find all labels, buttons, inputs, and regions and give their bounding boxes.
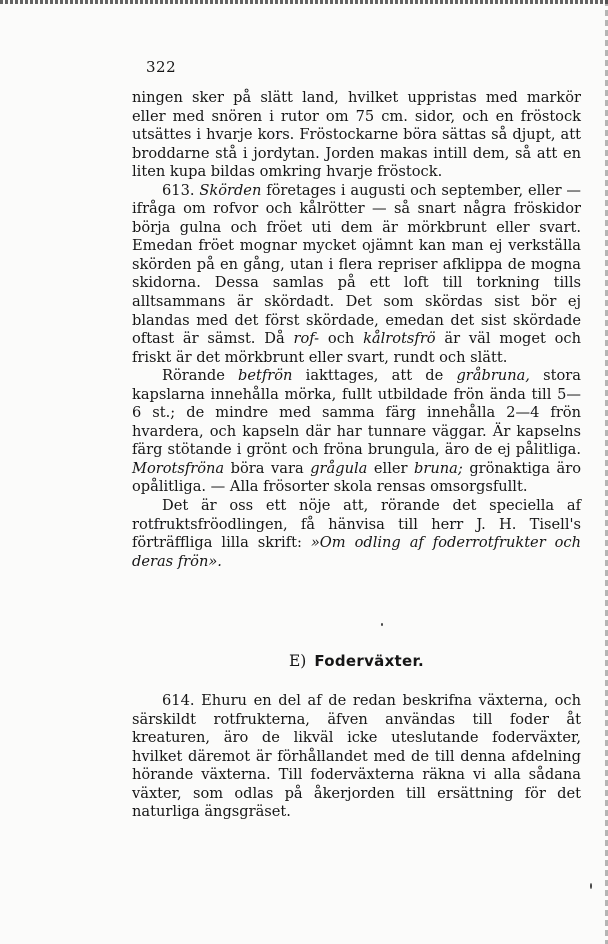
italic-term: Morotsfröna [132, 459, 225, 477]
paragraph-text: Rörande [162, 367, 239, 385]
paragraph-tisell [132, 497, 581, 571]
italic-term: gråbruna, [456, 367, 530, 385]
italic-term: Skörden [199, 181, 262, 199]
italic-term: rof- [293, 330, 320, 348]
paragraph-613 [132, 182, 581, 367]
paragraph-number: 613. [162, 181, 195, 199]
section-heading [132, 652, 581, 670]
ink-speck [381, 623, 383, 626]
italic-term: kålrotsfrö [363, 330, 436, 348]
section-title: Foderväxter. [314, 652, 425, 670]
paragraph-number: 614. [162, 692, 195, 709]
section-letter: E) [288, 652, 307, 670]
italic-term: betfrön [238, 367, 293, 385]
paragraph-text: stora kapslarna innehålla mörka, fullt utbildade frön ända till 5—6 st.; de mindre med samma färg innehålla 2—4 frön hvardera, och kapseln där har tunnare väggar. Är kapselns färg stötande i grönt och fröna brungula, äro de ej pålitliga. [132, 367, 581, 459]
italic-term: grågula [310, 459, 368, 477]
paragraph-betfron [132, 367, 581, 497]
ink-speck [590, 883, 592, 889]
paragraph-text: företages i augusti och september, eller — ifråga om rofvor och kålrötter — så snart några fröskidor börja gulna och fröet uti dem är mörkbrunt eller svart. Emedan fröet mognar mycket ojämnt kan man ej verkställa skörden på en gång, utan i flera repriser afklippa de mogna skidorna. Dessa samlas på ett loft till torkning tills alltsammans är skördadt. Det som skördas sist bör ej blandas med det först skördade, emedan det sist skördade oftast är sämst. Då [132, 181, 582, 348]
section-d-text [132, 89, 581, 571]
paragraph-text: och [319, 330, 364, 348]
top-edge-border [0, 0, 608, 4]
paragraph-614 [132, 692, 581, 822]
paragraph-text: eller [367, 459, 415, 477]
italic-term: bruna; [414, 459, 463, 477]
italic-book-title: »Om odling af foderrotfrukter och deras frön». [132, 534, 581, 570]
continuation-paragraph: ningen sker på slätt land, hvilket uppristas med markör eller med snören i rutor om 75 cm. sidor, och en fröstock utsättes i hvarje kors. Fröstockarne böra sättas så djupt, att broddarne stå i jordytan. Jorden makas intill dem, så att en liten kupa bildas omkring hvarje fröstock. [132, 89, 581, 181]
paragraph-text: böra vara [224, 459, 311, 477]
paragraph-text: Ehuru en del af de redan beskrifna växterna, och särskildt rotfrukterna, äfven användas till foder åt kreaturen, äro de likväl icke uteslutande foderväxter, hvilket däremot är förhållandet med de till denna afdelning hörande växterna. Till foderväxterna räkna vi alla sådana växter, som odlas på åkerjorden till ersättning för det naturliga ängsgräset. [132, 692, 581, 821]
paragraph-text: iakttages, att de [292, 367, 457, 385]
paragraph-text: Det är oss ett nöje att, rörande det speciella af rotfruktsfröodlingen, få hänvisa till herr J. H. Tisell's förträffliga lilla skrift: [132, 497, 581, 552]
paragraph-text: grönaktiga äro opålitliga. — Alla frösorter skola rensas omsorgsfullt. [132, 459, 581, 496]
page-number: 322 [146, 58, 177, 76]
paragraph-text: är väl moget och friskt är det mörkbrunt eller svart, rundt och slätt. [132, 330, 582, 366]
section-e-text [132, 692, 581, 822]
